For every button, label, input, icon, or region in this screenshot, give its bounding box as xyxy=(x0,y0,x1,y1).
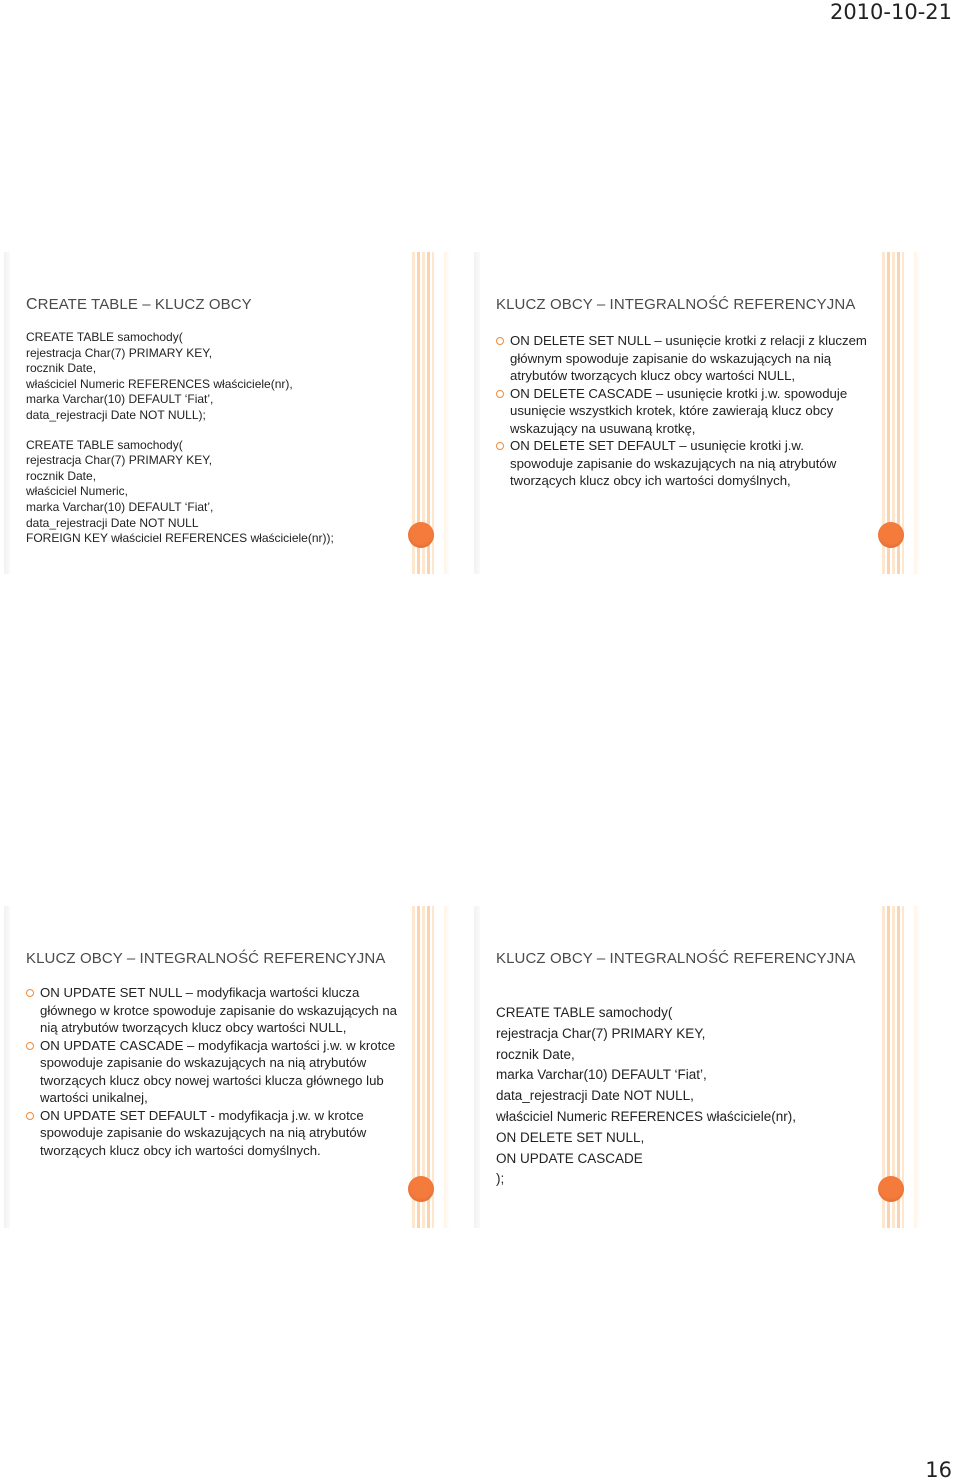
bullet-circle-icon xyxy=(496,442,504,450)
bullet-item: ON DELETE SET NULL – usunięcie krotki z relacji z kluczem głównym spowoduje zapisanie do wskazujących na nią atrybutów tworzących klucz obcy wartości NULL, xyxy=(496,332,870,385)
bullet-circle-icon xyxy=(26,989,34,997)
code-line: rocznik Date, xyxy=(26,361,97,376)
code-line: właściciel Numeric REFERENCES właściciele(nr), xyxy=(496,1108,797,1124)
orange-circle-icon xyxy=(878,522,904,548)
code-line: rejestracja Char(7) PRIMARY KEY, xyxy=(26,345,213,360)
decorative-edge xyxy=(444,252,450,574)
bullet-item: ON UPDATE SET NULL – modyfikacja wartości klucza głównego w krotce spowoduje zapisanie do wskazujących na nią atrybutów tworzących klucz obcy wartości NULL, xyxy=(26,984,400,1037)
slide-frame xyxy=(474,906,480,1228)
slide-frame xyxy=(474,252,480,574)
slide-title: CREATE TABLE – KLUCZ OBCY xyxy=(26,296,252,313)
decorative-edge xyxy=(914,906,920,1228)
slide-on-delete xyxy=(474,252,932,574)
orange-circle-icon xyxy=(878,1176,904,1202)
decorative-edge xyxy=(444,906,450,1228)
bullet-circle-icon xyxy=(26,1112,34,1120)
decorative-edge xyxy=(914,252,920,574)
code-line: rocznik Date, xyxy=(496,1046,575,1062)
bullet-item: ON DELETE SET DEFAULT – usunięcie krotki j.w. spowoduje zapisanie do wskazujących na nią atrybutów tworzących klucz obcy ich wartości domyślnych, xyxy=(496,437,870,490)
slide-create-table-example xyxy=(474,906,932,1228)
code-line: FOREIGN KEY właściciel REFERENCES właściciele(nr)); xyxy=(26,531,334,546)
code-line: data_rejestracji Date NOT NULL xyxy=(26,515,199,530)
code-line: ON UPDATE CASCADE xyxy=(496,1150,643,1166)
code-line: właściciel Numeric, xyxy=(26,484,129,499)
code-line: ON DELETE SET NULL, xyxy=(496,1129,645,1145)
slide-body xyxy=(496,1003,870,1190)
code-line: ); xyxy=(496,1171,505,1187)
bullet-circle-icon xyxy=(496,390,504,398)
slide-body xyxy=(496,332,870,490)
page-date: 2010-10-21 xyxy=(829,0,952,24)
code-line: rocznik Date, xyxy=(26,468,97,483)
slide-frame xyxy=(4,906,10,1228)
bullet-item: ON UPDATE SET DEFAULT - modyfikacja j.w. w krotce spowoduje zapisanie do wskazujących na nią atrybutów tworzących klucz obcy ich wartości domyślnych. xyxy=(26,1107,400,1160)
bullet-item: ON UPDATE CASCADE – modyfikacja wartości j.w. w krotce spowoduje zapisanie do wskazujących na nią atrybutów tworzących klucz obcy nowej wartości klucza głównego lub wartości unikalnej, xyxy=(26,1037,400,1107)
bullet-item: ON DELETE CASCADE – usunięcie krotki j.w. spowoduje usunięcie wszystkich krotek, które zawierają klucz obcy wskazujący na usuwaną krotkę, xyxy=(496,385,870,438)
slide-frame xyxy=(4,252,10,574)
code-line: rejestracja Char(7) PRIMARY KEY, xyxy=(26,453,213,468)
bullet-circle-icon xyxy=(26,1042,34,1050)
code-line: marka Varchar(10) DEFAULT ‘Fiat’, xyxy=(26,392,214,407)
slide-create-table xyxy=(4,252,462,574)
slide-body xyxy=(26,984,400,1159)
page-number: 16 xyxy=(925,1458,952,1482)
code-line: CREATE TABLE samochody( xyxy=(26,437,183,452)
code-line: CREATE TABLE samochody( xyxy=(26,330,183,344)
code-line: rejestracja Char(7) PRIMARY KEY, xyxy=(496,1025,706,1041)
slide-title: KLUCZ OBCY – INTEGRALNOŚĆ REFERENCYJNA xyxy=(496,950,856,967)
bullet-circle-icon xyxy=(496,337,504,345)
code-line: marka Varchar(10) DEFAULT ‘Fiat’, xyxy=(496,1067,707,1083)
code-line: marka Varchar(10) DEFAULT ‘Fiat’, xyxy=(26,499,214,514)
slide-on-update xyxy=(4,906,462,1228)
orange-circle-icon xyxy=(408,1176,434,1202)
slide-title: KLUCZ OBCY – INTEGRALNOŚĆ REFERENCYJNA xyxy=(26,950,386,967)
code-line: właściciel Numeric REFERENCES właściciele(nr), xyxy=(26,376,293,391)
code-line: data_rejestracji Date NOT NULL, xyxy=(496,1088,694,1104)
slide-title: KLUCZ OBCY – INTEGRALNOŚĆ REFERENCYJNA xyxy=(496,296,856,313)
code-line: data_rejestracji Date NOT NULL); xyxy=(26,407,206,422)
orange-circle-icon xyxy=(408,522,434,548)
slide-body xyxy=(26,330,400,547)
code-line: CREATE TABLE samochody( xyxy=(496,1005,673,1020)
